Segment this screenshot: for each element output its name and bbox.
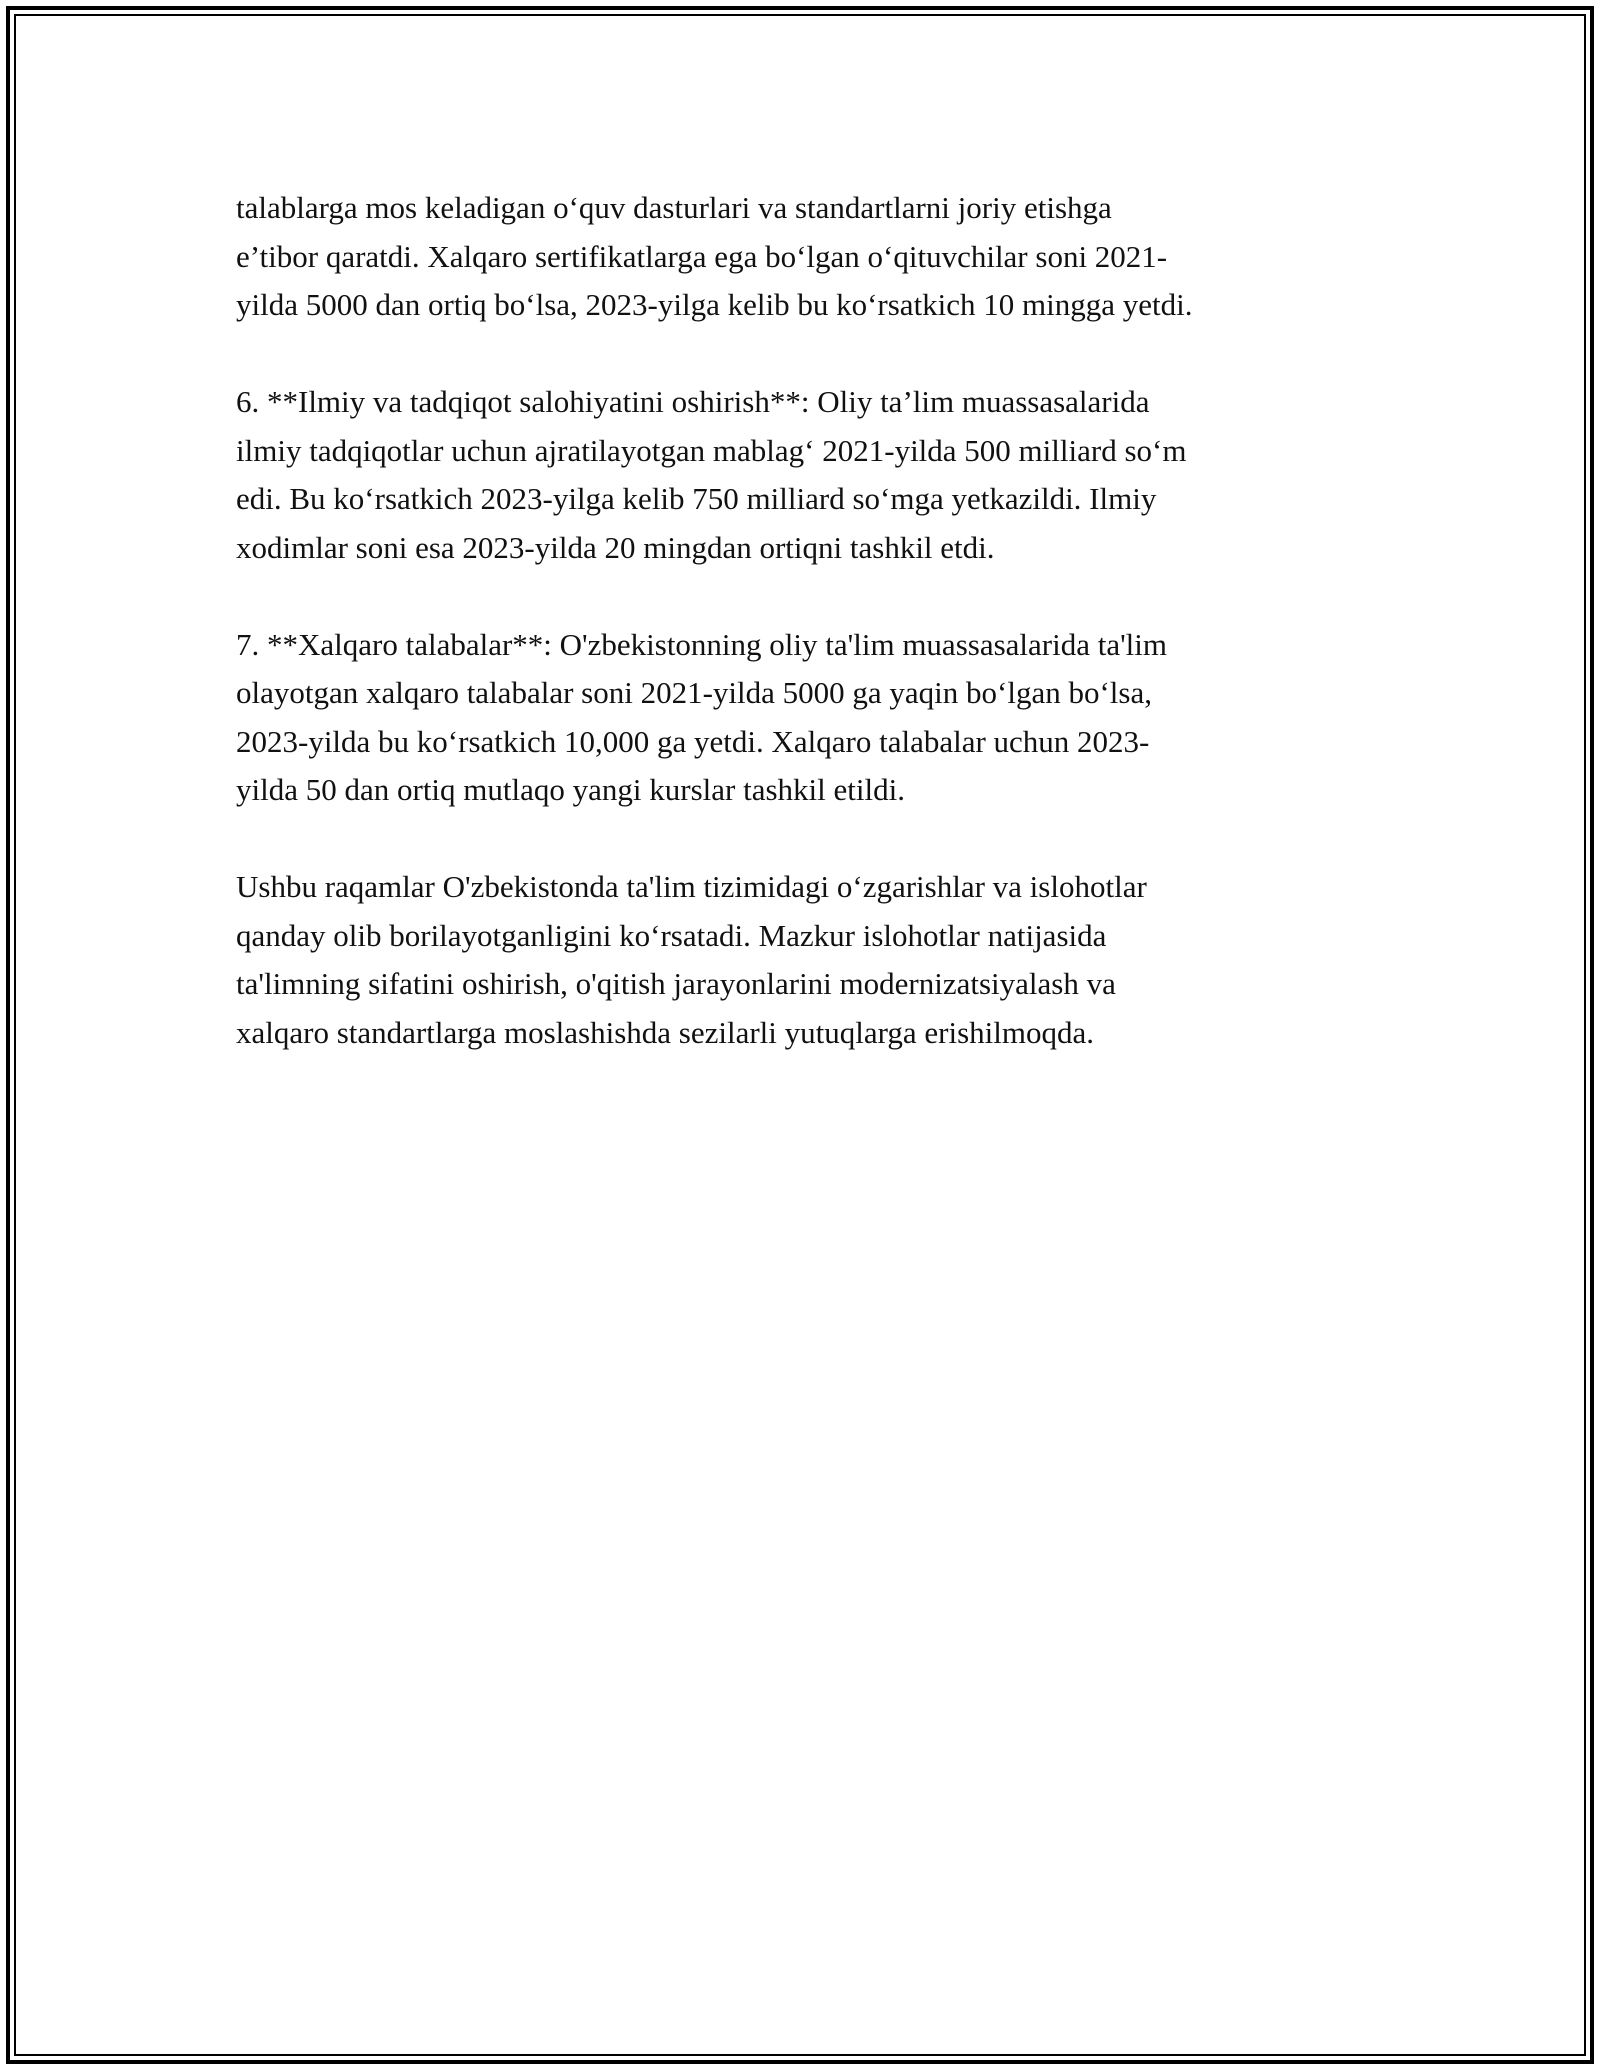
text-line: talablarga mos keladigan o‘quv dasturlari va standartlarni joriy etishga xyxy=(236,190,1112,225)
text-line: edi. Bu ko‘rsatkich 2023-yilga kelib 750 milliard so‘mga yetkazildi. Ilmiy xyxy=(236,481,1157,516)
text-line: e’tibor qaratdi. Xalqaro sertifikatlarga ega bo‘lgan o‘qituvchilar soni 2021- xyxy=(236,238,1168,274)
text-line: 6. **Ilmiy va tadqiqot salohiyatini oshirish**: Oliy ta’lim muassasalarida xyxy=(236,384,1150,419)
text-line: 7. **Xalqaro talabalar**: O'zbekistonning oliy ta'lim muassasalarida ta'lim xyxy=(236,626,1168,662)
text-line: olayotgan xalqaro talabalar soni 2021-yilda 5000 ga yaqin bo‘lgan bo‘lsa, xyxy=(236,675,1152,710)
paragraph-international-students xyxy=(236,621,1386,815)
text-line: ilmiy tadqiqotlar uchun ajratilayotgan mablag‘ 2021-yilda 500 milliard so‘m xyxy=(236,432,1187,468)
text-line: ta'limning sifatini oshirish, o'qitish jarayonlarini modernizatsiyalash va xyxy=(236,966,1116,1001)
text-line: yilda 50 dan ortiq mutlaqo yangi kurslar tashkil etildi. xyxy=(236,772,905,807)
paragraph-teacher-certification xyxy=(236,184,1386,330)
text-line: qanday olib borilayotganligini ko‘rsatadi. Mazkur islohotlar natijasida xyxy=(236,917,1107,953)
paragraph-conclusion xyxy=(236,863,1386,1057)
text-line: yilda 5000 dan ortiq bo‘lsa, 2023-yilga kelib bu ko‘rsatkich 10 mingga yetdi. xyxy=(236,287,1193,322)
text-line: 2023-yilda bu ko‘rsatkich 10,000 ga yetdi. Xalqaro talabalar uchun 2023- xyxy=(236,723,1150,759)
text-line: xalqaro standartlarga moslashishda sezilarli yutuqlarga erishilmoqda. xyxy=(236,1014,1095,1050)
paragraph-research-capacity xyxy=(236,378,1386,572)
text-line: xodimlar soni esa 2023-yilda 20 mingdan ortiqni tashkil etdi. xyxy=(236,529,995,565)
document-body xyxy=(236,184,1386,1106)
text-line: Ushbu raqamlar O'zbekistonda ta'lim tizimidagi o‘zgarishlar va islohotlar xyxy=(236,869,1147,904)
